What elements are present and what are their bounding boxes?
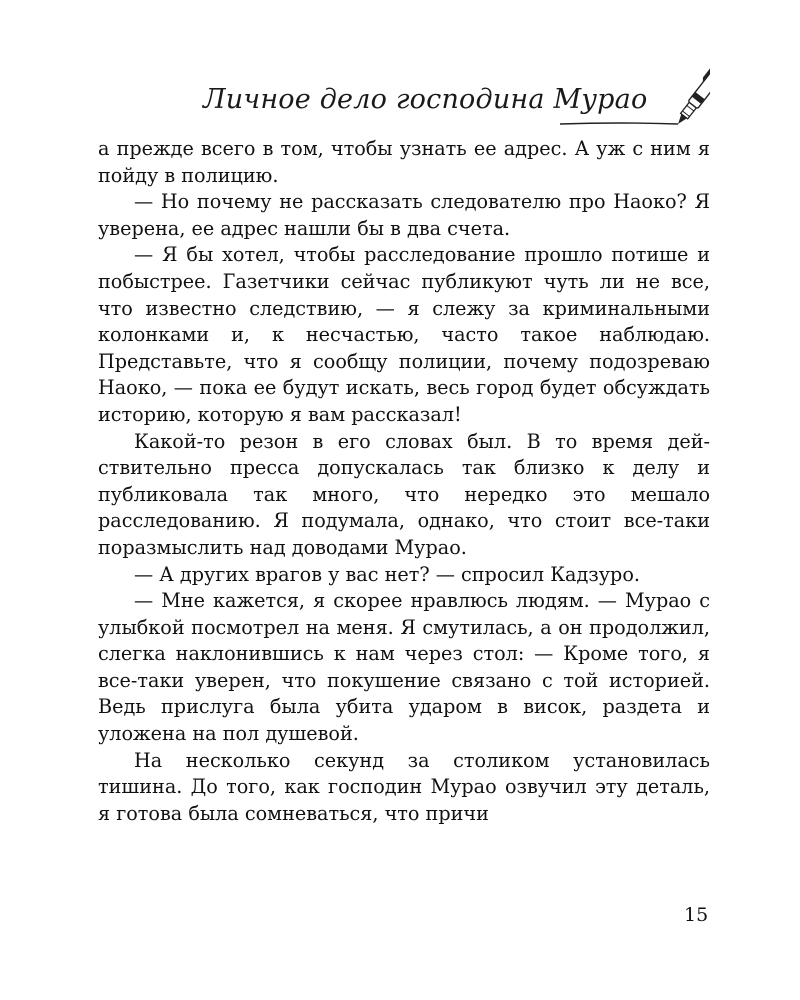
pen-flourish-line (560, 123, 678, 124)
paragraph: — Мне кажется, я скорее нравлюсь людям. — Мурао с улыбкой посмотрел на меня. Я смутилась, а он продолжил, слегка наклонившись к нам через стол: — Кроме того, я все-таки уверен, что покушение связано с той историей. Ведь прислуга была убита ударом в висок, раздета и уложена на пол душевой. (98, 589, 710, 746)
running-title: Личное дело господина Мурао (203, 84, 648, 115)
paragraph: — Я бы хотел, чтобы расследование прошло потише и побыстрее. Газетчики сейчас публикуют чуть ли не все, что известно следствию, — я слежу за криминальными колонками и, к несчастью, часто такое наблюдаю. Представьте, что я сообщу полиции, почему подозреваю Наоко, — пока ее будут искать, весь город будет обсуждать историю, которую я вам рассказал! (98, 243, 710, 426)
paragraph: — Но почему не рассказать следователю про Наоко? Я уверена, ее адрес нашли бы в два счета. (98, 190, 710, 240)
paragraph: а прежде всего в том, чтобы узнать ее адрес. А уж с ним я пойду в полицию. (98, 137, 710, 187)
page-header (0, 0, 800, 140)
main-text (98, 136, 710, 827)
paragraph: На несколько секунд за столиком установилась тишина. До того, как господин Мурао озвучил эту деталь, я готова была сомневаться, что причи (98, 748, 710, 825)
fountain-pen-icon (560, 40, 710, 140)
page-number: 15 (684, 904, 709, 926)
paragraph: — А других врагов у вас нет? — спросил Кадзуро. (134, 562, 640, 586)
paragraph: Какой-то резон в его словах был. В то время действительно пресса допускалась так близко к делу и публиковала так много, что нередко это мешало расследованию. Я подумала, однако, что стоит все-таки поразмыслить над доводами Мурао. (98, 429, 710, 559)
